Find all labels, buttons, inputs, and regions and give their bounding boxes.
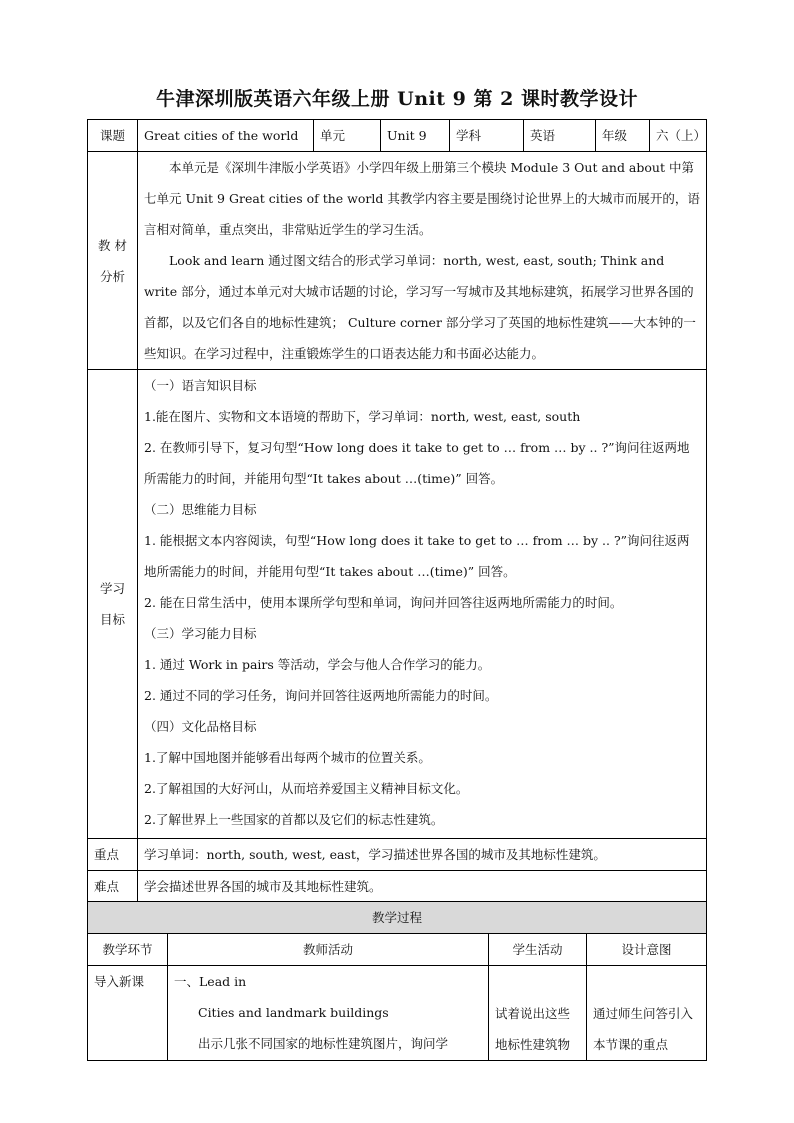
objective-line: 1. 能根据文本内容阅读，句型“How long does it take to get to … from … by .. ?”询问往返两地所需能力的时间，并能用句型“It takes about …(time)” 回答。 xyxy=(144,533,690,579)
topic-value: Great cities of the world xyxy=(138,120,314,152)
teacher-line: 一、Lead in xyxy=(174,974,247,989)
objectives-label: 学习 目标 xyxy=(88,370,138,839)
process-header: 教学过程 xyxy=(88,902,707,934)
col-teacher-header: 教师活动 xyxy=(168,934,489,966)
objectives-content xyxy=(138,370,707,839)
teacher-line: 出示几张不同国家的地标性建筑图片，询问学 xyxy=(198,1036,449,1051)
subject-label: 学科 xyxy=(450,120,524,152)
col-stage-header: 教学环节 xyxy=(88,934,168,966)
teacher-line: Cities and landmark buildings xyxy=(198,1005,389,1020)
stage-cell: 导入新课 xyxy=(88,966,168,1061)
objective-line: 1.了解中国地图并能够看出每两个城市的位置关系。 xyxy=(144,750,431,765)
objective-line: （四）文化品格目标 xyxy=(144,719,257,734)
grade-label: 年级 xyxy=(596,120,650,152)
key-point-label: 重点 xyxy=(88,839,138,871)
unit-label: 单元 xyxy=(314,120,381,152)
analysis-label: 教 材 分析 xyxy=(88,152,138,370)
teaching-process-table xyxy=(87,901,707,1061)
objective-line: （三）学习能力目标 xyxy=(144,626,257,641)
objective-line: 2. 通过不同的学习任务，询问并回答往返两地所需能力的时间。 xyxy=(144,688,498,703)
objective-line: 1. 通过 Work in pairs 等活动，学会与他人合作学习的能力。 xyxy=(144,657,491,672)
objective-line: 2. 能在日常生活中，使用本课所学句型和单词，询问并回答往返两地所需能力的时间。 xyxy=(144,595,623,610)
key-point-value: 学习单词：north, south, west, east，学习描述世界各国的城市及其地标性建筑。 xyxy=(138,839,707,871)
objective-line: 2.了解世界上一些国家的首都以及它们的标志性建筑。 xyxy=(144,812,444,827)
lesson-info-table xyxy=(87,119,707,903)
document-title: 牛津深圳版英语六年级上册 Unit 9 第 2 课时教学设计 xyxy=(156,88,638,110)
design-intent-cell: 通过师生问答引入本节课的重点 xyxy=(587,966,707,1061)
objective-line: 2. 在教师引导下，复习句型“How long does it take to get to … from … by .. ?”询问往返两地所需能力的时间，并能用句型“It takes about …(time)” 回答。 xyxy=(144,440,690,486)
objective-line: （二）思维能力目标 xyxy=(144,502,257,517)
objective-line: （一）语言知识目标 xyxy=(144,378,257,393)
col-student-header: 学生活动 xyxy=(489,934,587,966)
grade-value: 六（上） xyxy=(650,120,707,152)
difficulty-label: 难点 xyxy=(88,871,138,903)
analysis-paragraph-2: Look and learn 通过图文结合的形式学习单词：north, west, east, south; Think and write 部分，通过本单元对大城市话题的讨论，学习写一写城市及其地标建筑，拓展学习世界各国的首都，以及它们各自的地标性建筑； Culture corner 部分学习了英国的地标性建筑——大本钟的一些知识。在学习过程中，注重锻炼学生的口语表达能力和书面必达能力。 xyxy=(144,253,696,361)
difficulty-value: 学会描述世界各国的城市及其地标性建筑。 xyxy=(138,871,707,903)
objective-line: 1.能在图片、实物和文本语境的帮助下，学习单词：north, west, east, south xyxy=(144,409,581,424)
unit-value: Unit 9 xyxy=(381,120,450,152)
student-activity-cell: 试着说出这些地标性建筑物 xyxy=(489,966,587,1061)
teacher-activity-cell xyxy=(168,966,489,1061)
analysis-paragraph-1: 本单元是《深圳牛津版小学英语》小学四年级上册第三个模块 Module 3 Out and about 中第七单元 Unit 9 Great cities of the world 其教学内容主要是围绕讨论世界上的大城市而展开的，语言相对简单，重点突出，非常贴近学生的学习生活。 xyxy=(144,160,700,237)
analysis-content xyxy=(138,152,707,370)
subject-value: 英语 xyxy=(524,120,596,152)
objective-line: 2.了解祖国的大好河山，从而培养爱国主义精神目标文化。 xyxy=(144,781,469,796)
col-intent-header: 设计意图 xyxy=(587,934,707,966)
topic-label: 课题 xyxy=(88,120,138,152)
